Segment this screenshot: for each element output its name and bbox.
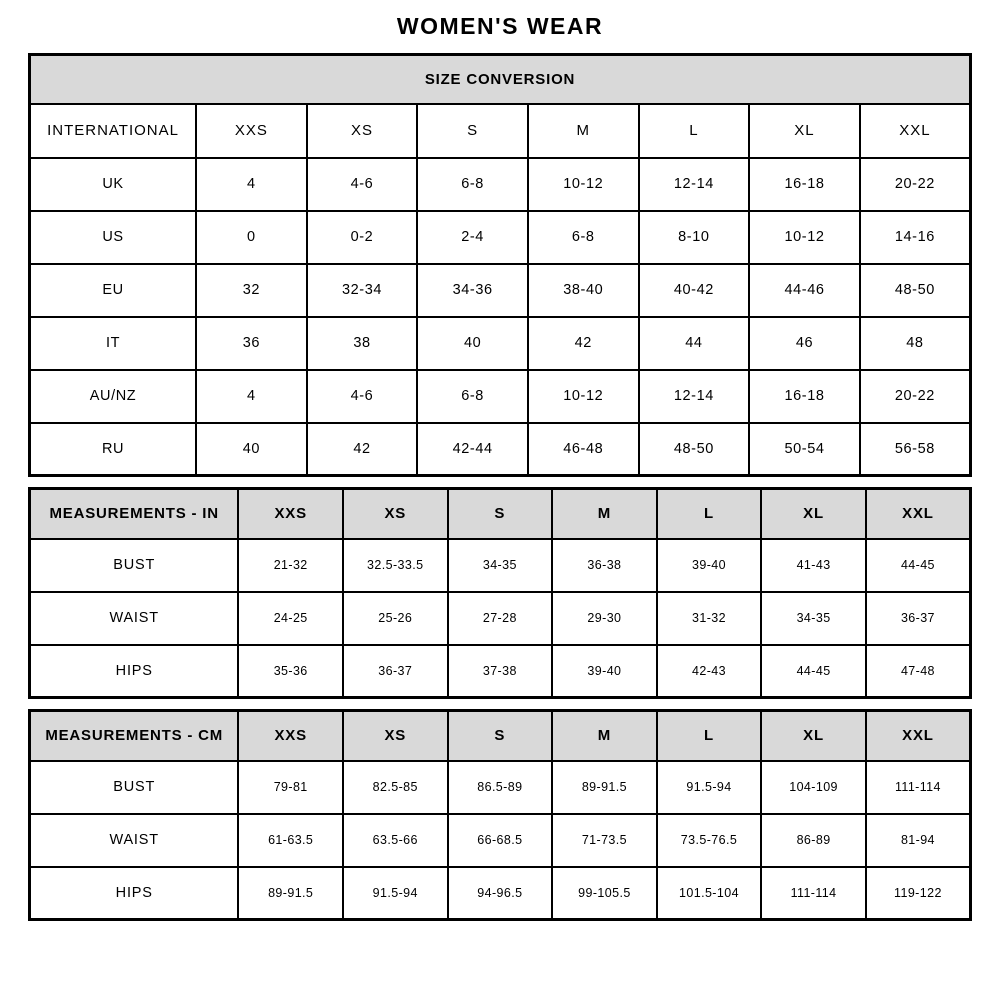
size-value: 34-35 [448, 539, 553, 592]
size-conversion-row-it [30, 317, 971, 370]
column-header-xxs: XXS [238, 711, 343, 761]
size-value: 21-32 [238, 539, 343, 592]
column-header-l: L [657, 489, 762, 539]
size-conversion-row-au-nz [30, 370, 971, 423]
size-value: 34-36 [417, 264, 528, 317]
row-label: BUST [30, 761, 239, 814]
measurements-in-row-bust [30, 539, 971, 592]
size-value: 35-36 [238, 645, 343, 698]
column-header-m: M [552, 711, 657, 761]
size-value: 42 [528, 317, 639, 370]
row-label: IT [30, 317, 197, 370]
size-value: 20-22 [860, 370, 971, 423]
size-value: 91.5-94 [657, 761, 762, 814]
size-value: 44-45 [761, 645, 866, 698]
size-value: 86-89 [761, 814, 866, 867]
row-label: AU/NZ [30, 370, 197, 423]
size-value: 4 [196, 158, 307, 211]
size-value: 81-94 [866, 814, 971, 867]
column-header-m: M [552, 489, 657, 539]
size-value: 4 [196, 370, 307, 423]
size-conversion-header-row [30, 104, 971, 158]
size-value: 16-18 [749, 370, 860, 423]
size-value: 119-122 [866, 867, 971, 920]
size-value: 46-48 [528, 423, 639, 476]
size-value: 73.5-76.5 [657, 814, 762, 867]
size-value: 41-43 [761, 539, 866, 592]
size-value: 0-2 [307, 211, 418, 264]
size-value: 94-96.5 [448, 867, 553, 920]
row-label: US [30, 211, 197, 264]
measurements-in-table [28, 487, 972, 699]
column-header-xxs: XXS [196, 104, 307, 158]
size-value: 10-12 [528, 158, 639, 211]
size-value: 36-37 [343, 645, 448, 698]
column-header-s: S [448, 711, 553, 761]
size-value: 12-14 [639, 158, 750, 211]
size-value: 36 [196, 317, 307, 370]
size-value: 89-91.5 [238, 867, 343, 920]
measurements-cm-row-waist [30, 814, 971, 867]
row-label: UK [30, 158, 197, 211]
size-value: 48 [860, 317, 971, 370]
size-value: 40-42 [639, 264, 750, 317]
measurements-in-row-hips [30, 645, 971, 698]
size-conversion-row-ru [30, 423, 971, 476]
size-value: 111-114 [866, 761, 971, 814]
column-header-xs: XS [307, 104, 418, 158]
row-label: HIPS [30, 645, 239, 698]
column-header-xxs: XXS [238, 489, 343, 539]
measurements-in-header-row [30, 489, 971, 539]
size-value: 91.5-94 [343, 867, 448, 920]
size-value: 24-25 [238, 592, 343, 645]
size-value: 104-109 [761, 761, 866, 814]
measurements-in-header-label: MEASUREMENTS - IN [30, 489, 239, 539]
size-value: 66-68.5 [448, 814, 553, 867]
column-header-m: M [528, 104, 639, 158]
size-value: 29-30 [552, 592, 657, 645]
column-header-xs: XS [343, 489, 448, 539]
size-value: 6-8 [417, 158, 528, 211]
size-value: 14-16 [860, 211, 971, 264]
size-value: 50-54 [749, 423, 860, 476]
size-value: 44-45 [866, 539, 971, 592]
size-value: 27-28 [448, 592, 553, 645]
size-value: 89-91.5 [552, 761, 657, 814]
size-value: 47-48 [866, 645, 971, 698]
row-label: BUST [30, 539, 239, 592]
size-value: 36-37 [866, 592, 971, 645]
measurements-cm-row-hips [30, 867, 971, 920]
column-header-l: L [639, 104, 750, 158]
size-value: 38 [307, 317, 418, 370]
size-value: 6-8 [417, 370, 528, 423]
row-label: RU [30, 423, 197, 476]
size-conversion-row-us [30, 211, 971, 264]
size-value: 25-26 [343, 592, 448, 645]
size-conversion-row-eu [30, 264, 971, 317]
size-value: 32 [196, 264, 307, 317]
size-value: 71-73.5 [552, 814, 657, 867]
column-header-xxl: XXL [866, 489, 971, 539]
size-value: 16-18 [749, 158, 860, 211]
size-value: 10-12 [749, 211, 860, 264]
row-label: HIPS [30, 867, 239, 920]
size-value: 42 [307, 423, 418, 476]
row-label: WAIST [30, 814, 239, 867]
size-value: 10-12 [528, 370, 639, 423]
size-value: 8-10 [639, 211, 750, 264]
size-value: 86.5-89 [448, 761, 553, 814]
size-value: 2-4 [417, 211, 528, 264]
size-value: 101.5-104 [657, 867, 762, 920]
size-value: 42-43 [657, 645, 762, 698]
column-header-l: L [657, 711, 762, 761]
size-value: 4-6 [307, 158, 418, 211]
size-value: 0 [196, 211, 307, 264]
measurements-cm-table [28, 709, 972, 921]
column-header-xxl: XXL [860, 104, 971, 158]
size-value: 39-40 [657, 539, 762, 592]
size-value: 20-22 [860, 158, 971, 211]
size-conversion-banner: SIZE CONVERSION [30, 55, 971, 104]
size-conversion-row-uk [30, 158, 971, 211]
size-value: 40 [196, 423, 307, 476]
size-value: 6-8 [528, 211, 639, 264]
size-value: 61-63.5 [238, 814, 343, 867]
size-value: 12-14 [639, 370, 750, 423]
size-value: 4-6 [307, 370, 418, 423]
column-header-xl: XL [761, 711, 866, 761]
column-header-xl: XL [749, 104, 860, 158]
size-value: 39-40 [552, 645, 657, 698]
column-header-s: S [448, 489, 553, 539]
size-value: 48-50 [639, 423, 750, 476]
size-value: 34-35 [761, 592, 866, 645]
size-value: 79-81 [238, 761, 343, 814]
row-label: EU [30, 264, 197, 317]
row-label: WAIST [30, 592, 239, 645]
size-value: 56-58 [860, 423, 971, 476]
size-conversion-header-label: INTERNATIONAL [30, 104, 197, 158]
size-value: 32-34 [307, 264, 418, 317]
size-value: 48-50 [860, 264, 971, 317]
size-value: 40 [417, 317, 528, 370]
size-value: 31-32 [657, 592, 762, 645]
size-value: 38-40 [528, 264, 639, 317]
size-value: 46 [749, 317, 860, 370]
size-value: 37-38 [448, 645, 553, 698]
size-value: 44 [639, 317, 750, 370]
size-value: 44-46 [749, 264, 860, 317]
measurements-cm-row-bust [30, 761, 971, 814]
size-value: 99-105.5 [552, 867, 657, 920]
measurements-in-row-waist [30, 592, 971, 645]
column-header-xs: XS [343, 711, 448, 761]
column-header-xxl: XXL [866, 711, 971, 761]
page-title: WOMEN'S WEAR [396, 13, 604, 39]
size-value: 36-38 [552, 539, 657, 592]
size-value: 111-114 [761, 867, 866, 920]
table-banner-row [30, 55, 971, 104]
size-value: 82.5-85 [343, 761, 448, 814]
size-value: 42-44 [417, 423, 528, 476]
size-conversion-table [28, 53, 972, 477]
column-header-s: S [417, 104, 528, 158]
size-value: 63.5-66 [343, 814, 448, 867]
measurements-cm-header-row [30, 711, 971, 761]
column-header-xl: XL [761, 489, 866, 539]
measurements-cm-header-label: MEASUREMENTS - CM [30, 711, 239, 761]
size-value: 32.5-33.5 [343, 539, 448, 592]
